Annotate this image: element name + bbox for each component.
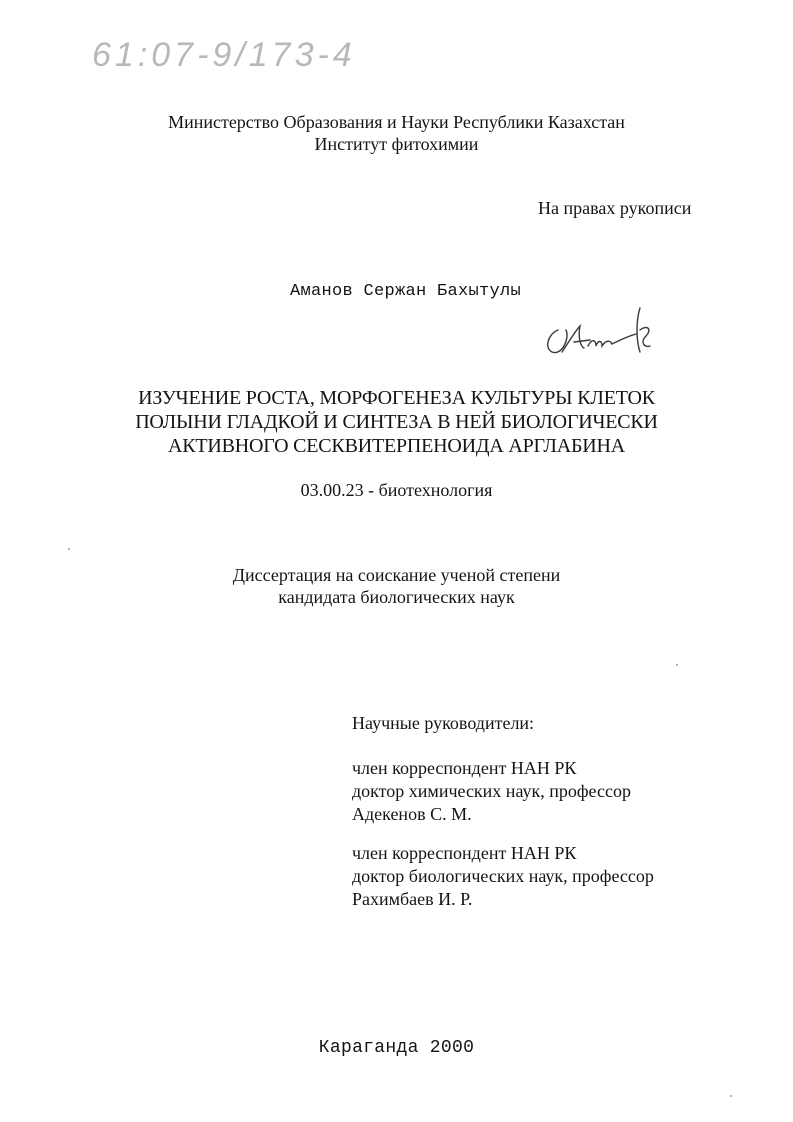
thesis-title-line-1: ИЗУЧЕНИЕ РОСТА, МОРФОГЕНЕЗА КУЛЬТУРЫ КЛЕТОК [138, 387, 655, 409]
degree-line-2: кандидата биологических наук [278, 587, 515, 607]
supervisors-heading: Научные руководители: [352, 713, 535, 733]
ministry-name: Министерство Образования и Науки Республики Казахстан [168, 112, 625, 132]
author-signature [540, 300, 660, 360]
supervisor-1-rank: член корреспондент НАН РК [352, 758, 577, 778]
specialty-code: 03.00.23 - биотехнология [300, 480, 493, 500]
supervisor-2-degree: доктор биологических наук, профессор [352, 866, 654, 886]
scan-speck [676, 664, 678, 666]
supervisor-2-rank: член корреспондент НАН РК [352, 843, 577, 863]
thesis-title-line-3: АКТИВНОГО СЕСКВИТЕРПЕНОИДА АРГЛАБИНА [167, 435, 626, 457]
author-name: Аманов Сержан Бахытулы [290, 282, 522, 301]
thesis-title-line-2: ПОЛЫНИ ГЛАДКОЙ И СИНТЕЗА В НЕЙ БИОЛОГИЧЕСКИ [135, 411, 658, 433]
degree-line-1: Диссертация на соискание ученой степени [232, 565, 561, 585]
rights-note: На правах рукописи [538, 198, 692, 218]
supervisor-1-degree: доктор химических наук, профессор [352, 781, 631, 801]
catalog-stamp: 61:07-9/173-4 [92, 36, 356, 74]
scan-speck [68, 548, 70, 550]
supervisor-1-name: Адекенов С. М. [352, 804, 472, 824]
place-year: Караганда 2000 [318, 1038, 475, 1058]
institute-name: Институт фитохимии [314, 134, 479, 154]
scan-speck [730, 1095, 732, 1097]
supervisor-2-name: Рахимбаев И. Р. [352, 889, 473, 909]
